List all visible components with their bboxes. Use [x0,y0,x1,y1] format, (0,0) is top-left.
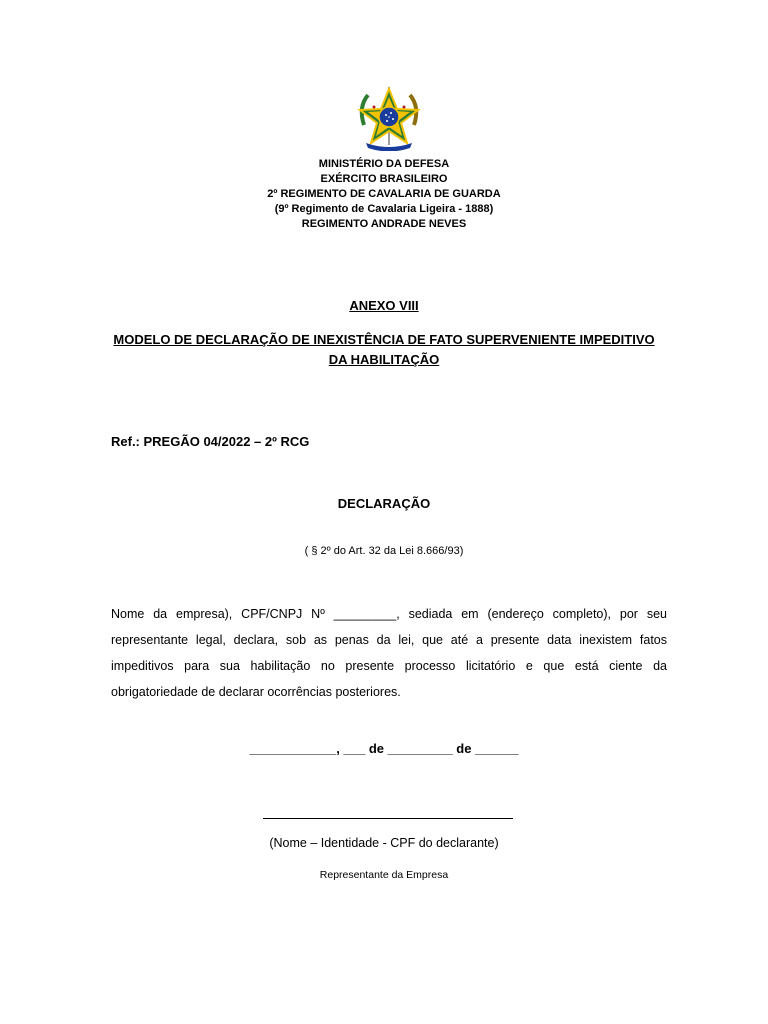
institution-header [0,157,768,232]
legal-reference: ( § 2º do Art. 32 da Lei 8.666/93) [304,545,464,557]
header-line-ministry: MINISTÉRIO DA DEFESA [318,158,450,170]
signature-caption: (Nome – Identidade - CPF do declarante) [269,836,499,850]
header-line-historic-regiment: (9º Regimento de Cavalaria Ligeira - 1888) [274,203,494,215]
document-title-line2: DA HABILITAÇÃO [328,352,440,367]
brazil-coat-of-arms-icon [354,85,424,151]
declaration-heading: DECLARAÇÃO [337,496,431,511]
date-place-line: ____________, ___ de _________ de ______ [249,741,519,756]
annex-title: ANEXO VIII [349,298,419,313]
document-title-line1: MODELO DE DECLARAÇÃO DE INEXISTÊNCIA DE FATO SUPERVENIENTE IMPEDITIVO [113,332,655,347]
signature-line [263,818,513,819]
document-title [0,330,768,370]
header-line-army: EXÉRCITO BRASILEIRO [320,173,448,185]
header-line-regiment-name: REGIMENTO ANDRADE NEVES [301,218,467,230]
reference-line: Ref.: PREGÃO 04/2022 – 2º RCG [111,434,310,449]
header-line-regiment: 2º REGIMENTO DE CAVALARIA DE GUARDA [267,188,501,200]
declaration-body: Nome da empresa), CPF/CNPJ Nº _________, sediada em (endereço completo), por seu representante legal, declara, sob as penas da lei, que até a presente data inexistem fatos impeditivos para sua habilitação no presente processo licitatório e que está ciente da obrigatoriedade de declarar ocorrências posteriores. [111,607,667,699]
signatory-role: Representante da Empresa [319,869,449,881]
